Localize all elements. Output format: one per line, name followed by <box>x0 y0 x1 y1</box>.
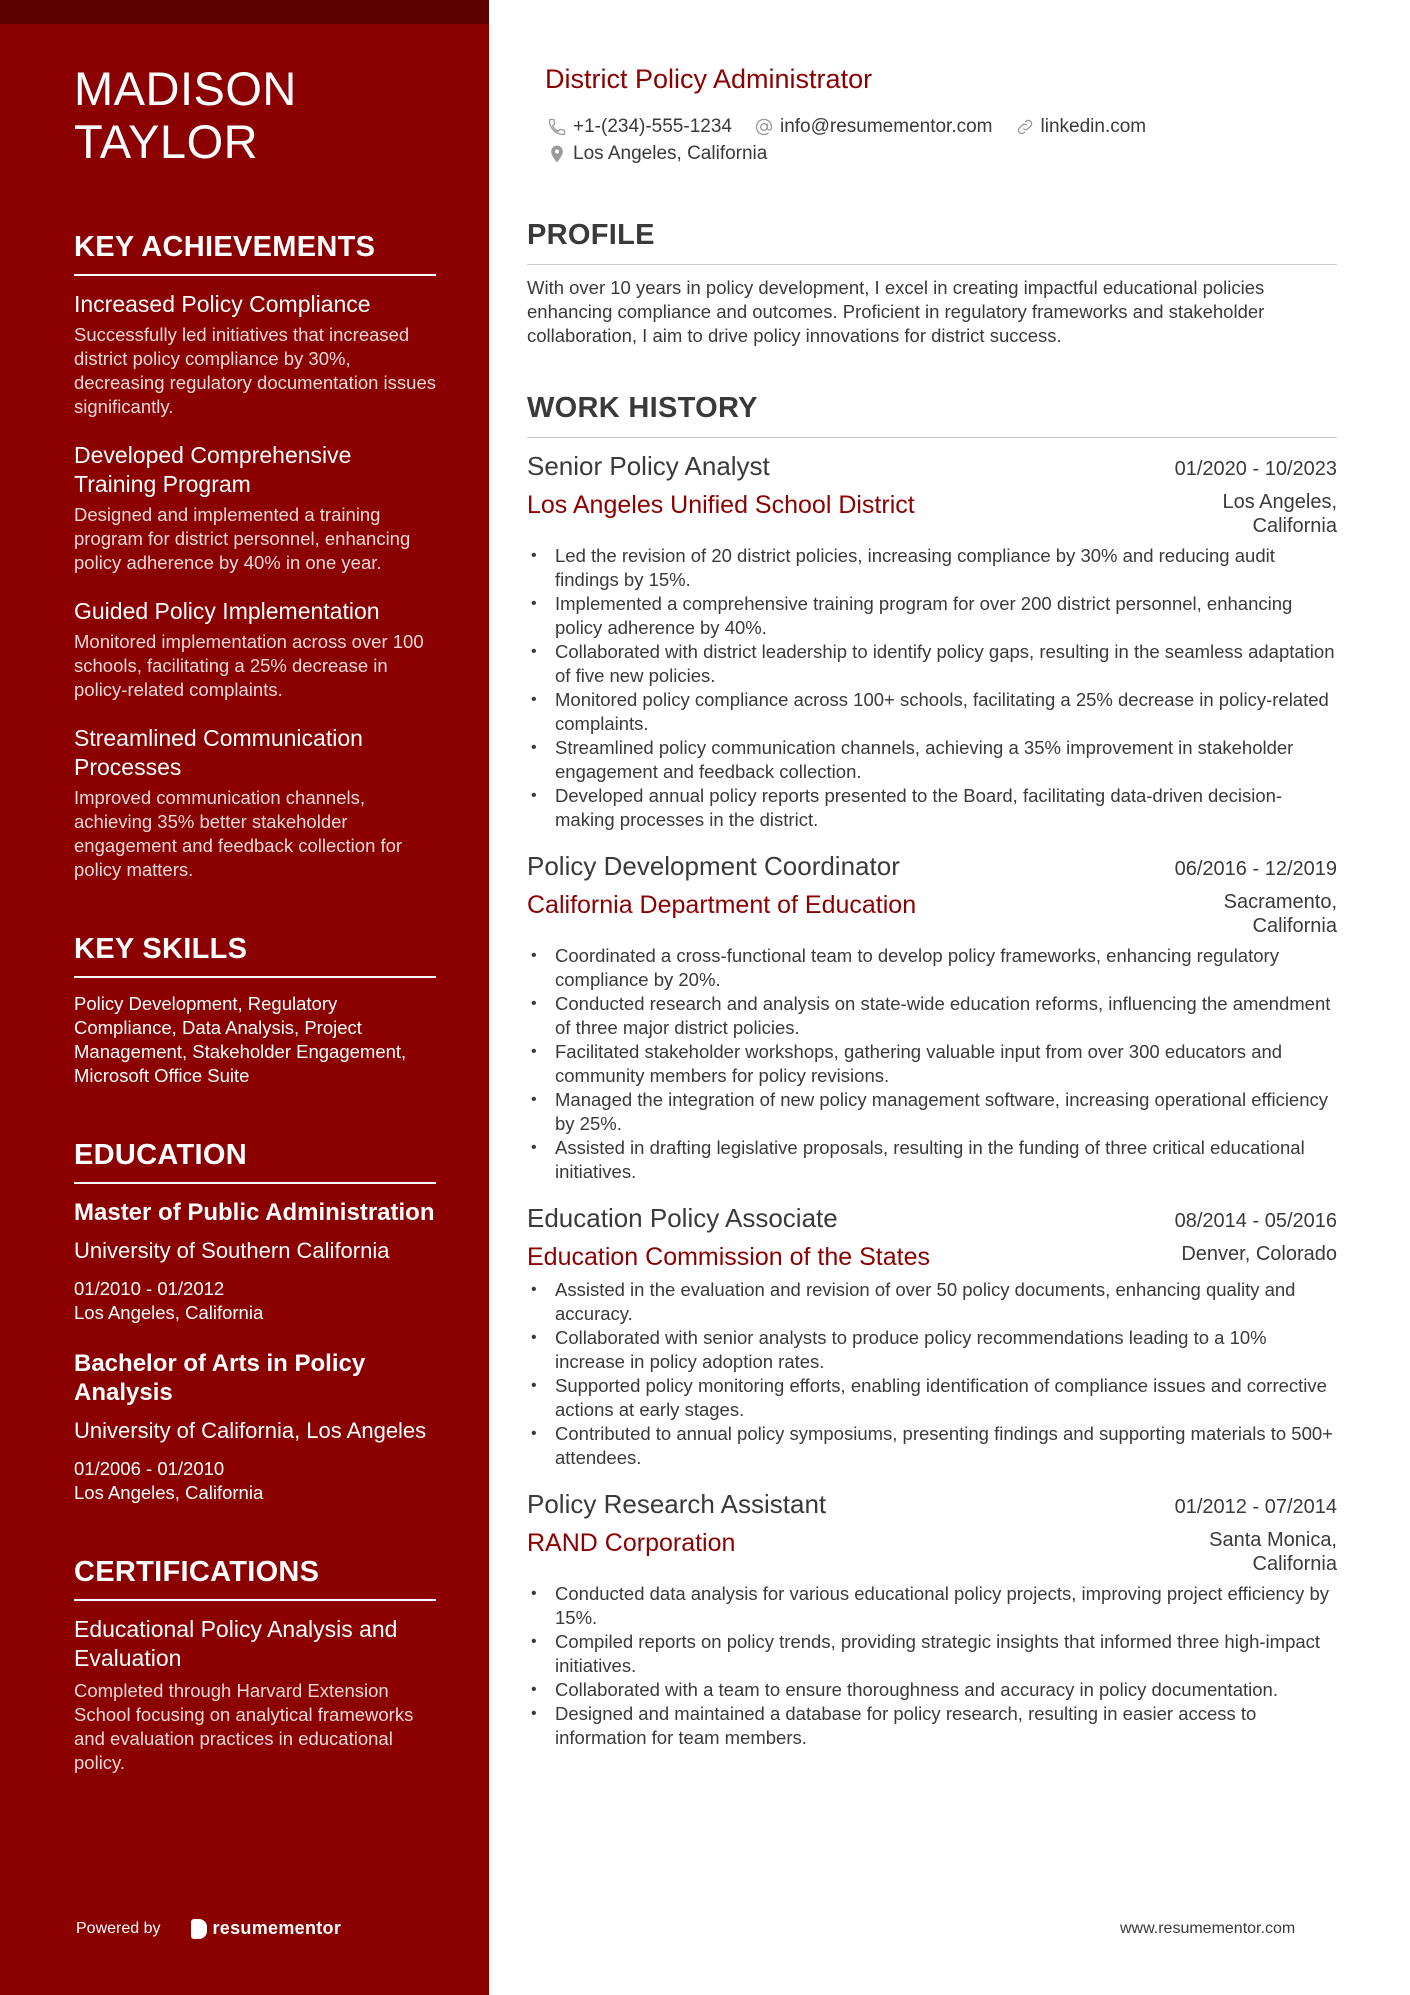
phone-text: +1-(234)-555-1234 <box>573 115 732 137</box>
list-item: • Facilitated stakeholder workshops, gathering valuable input from over 300 educators and community members for policy revisions. <box>527 1040 1337 1088</box>
job-location <box>1209 1528 1337 1576</box>
list-item: • Coordinated a cross-functional team to develop policy frameworks, enhancing regulatory compliance by 20%. <box>527 944 1337 992</box>
brand-name: resumementor <box>212 1918 342 1938</box>
link-icon <box>1015 117 1035 137</box>
location-pin-icon <box>547 144 567 164</box>
name-last: TAYLOR <box>74 115 259 168</box>
achievement-title: Guided Policy Implementation <box>74 598 380 624</box>
list-item: • Conducted research and analysis on state-wide education reforms, influencing the amendment of three major district policies. <box>527 992 1337 1040</box>
certifications-section <box>74 1555 436 1775</box>
name-first: MADISON <box>74 62 297 115</box>
email-text: info@resumementor.com <box>779 115 993 137</box>
contact-phone[interactable] <box>547 116 732 138</box>
list-item: • Conducted data analysis for various educational policy projects, improving project efficiency by 15%. <box>527 1582 1337 1630</box>
job-role: Senior Policy Analyst <box>527 451 770 481</box>
list-item: • Monitored policy compliance across 100+ schools, facilitating a 25% decrease in policy-related complaints. <box>527 688 1337 736</box>
skills-heading: KEY SKILLS <box>74 932 436 978</box>
education-item <box>74 1349 436 1505</box>
education-item <box>74 1198 436 1325</box>
school: University of California, Los Angeles <box>74 1418 427 1443</box>
job-entry <box>527 1202 1337 1470</box>
job-bullets <box>527 944 1337 1184</box>
contact-linkedin[interactable] <box>1015 116 1147 138</box>
list-item: • Designed and maintained a database for policy research, resulting in easier access to information for team members. <box>527 1702 1337 1750</box>
brand-logo-icon <box>191 1919 207 1939</box>
certification-desc: Completed through Harvard Extension School focusing on analytical frameworks and evaluation practices in educational policy. <box>74 1680 414 1773</box>
job-dates: 08/2014 - 05/2016 <box>1174 1210 1337 1232</box>
contact-email[interactable] <box>754 116 993 138</box>
list-item: • Assisted in the evaluation and revision of over 50 policy documents, enhancing quality and accuracy. <box>527 1278 1337 1326</box>
work-history-section <box>527 391 1337 1750</box>
job-location <box>1222 490 1337 538</box>
job-company: Los Angeles Unified School District <box>527 491 915 519</box>
footer-url[interactable]: www.resumementor.com <box>1120 1920 1296 1937</box>
degree: Bachelor of Arts in Policy Analysis <box>74 1350 366 1406</box>
school: University of Southern California <box>74 1238 390 1263</box>
list-item: • Collaborated with district leadership to identify policy gaps, resulting in the seamless adaptation of five new policies. <box>527 640 1337 688</box>
job-bullets <box>527 544 1337 832</box>
list-item: • Managed the integration of new policy management software, increasing operational efficiency by 25%. <box>527 1088 1337 1136</box>
education-dates: 01/2006 - 01/2010 <box>74 1458 225 1479</box>
job-bullets <box>527 1582 1337 1750</box>
job-dates: 01/2012 - 07/2014 <box>1174 1496 1337 1518</box>
achievement-item <box>74 441 436 575</box>
profile-section <box>527 218 1337 348</box>
job-bullets <box>527 1278 1337 1470</box>
list-item: • Implemented a comprehensive training program for over 200 district personnel, enhancing policy adherence by 40%. <box>527 592 1337 640</box>
job-entry <box>527 450 1337 832</box>
certification-title: Educational Policy Analysis and Evaluation <box>74 1616 398 1671</box>
list-item: • Developed annual policy reports presented to the Board, facilitating data-driven decision-making processes in the district. <box>527 784 1337 832</box>
job-entry <box>527 1488 1337 1750</box>
linkedin-text: linkedin.com <box>1040 115 1147 137</box>
education-section <box>74 1138 436 1505</box>
achievement-item <box>74 290 436 419</box>
skills-section <box>74 932 436 1088</box>
list-item: • Supported policy monitoring efforts, enabling identification of compliance issues and corrective actions at early stages. <box>527 1374 1337 1422</box>
list-item: • Streamlined policy communication channels, achieving a 35% improvement in stakeholder engagement and feedback collection. <box>527 736 1337 784</box>
job-dates: 01/2020 - 10/2023 <box>1174 458 1337 480</box>
job-location-line1: Santa Monica, <box>1209 1529 1337 1551</box>
job-title: District Policy Administrator <box>545 64 873 94</box>
job-dates: 06/2016 - 12/2019 <box>1174 858 1337 880</box>
list-item: • Led the revision of 20 district policies, increasing compliance by 30% and reducing audit findings by 15%. <box>527 544 1337 592</box>
job-location <box>1224 890 1337 938</box>
job-company: Education Commission of the States <box>527 1243 930 1271</box>
job-location-line2: California <box>1252 515 1337 537</box>
phone-icon <box>547 117 567 137</box>
job-location-line1: Sacramento, <box>1223 891 1337 913</box>
achievement-desc: Monitored implementation across over 100 schools, facilitating a 25% decrease in policy-related complaints. <box>74 631 424 700</box>
achievement-title: Streamlined Communication Processes <box>74 725 363 780</box>
profile-heading: PROFILE <box>527 218 1337 265</box>
certifications-heading: CERTIFICATIONS <box>74 1555 436 1601</box>
education-location: Los Angeles, California <box>74 1482 264 1503</box>
job-role: Education Policy Associate <box>527 1203 838 1233</box>
degree: Master of Public Administration <box>74 1199 435 1226</box>
contact-info <box>547 113 1347 167</box>
achievement-desc: Successfully led initiatives that increased district policy compliance by 30%, decreasing regulatory documentation issues significantly. <box>74 324 436 417</box>
job-role: Policy Development Coordinator <box>527 851 900 881</box>
location-text: Los Angeles, California <box>573 142 768 164</box>
powered-by <box>76 1918 341 1939</box>
achievements-heading: KEY ACHIEVEMENTS <box>74 230 436 276</box>
achievement-desc: Improved communication channels, achieving 35% better stakeholder engagement and feedback collection for policy matters. <box>74 787 403 880</box>
candidate-name <box>74 62 436 168</box>
list-item: • Compiled reports on policy trends, providing strategic insights that informed three high-impact initiatives. <box>527 1630 1337 1678</box>
work-history-heading: WORK HISTORY <box>527 391 1337 438</box>
job-location-line2: California <box>1252 1553 1337 1575</box>
contact-location <box>547 143 767 165</box>
job-company: RAND Corporation <box>527 1529 736 1557</box>
education-dates: 01/2010 - 01/2012 <box>74 1278 225 1299</box>
achievement-title: Increased Policy Compliance <box>74 291 371 317</box>
powered-by-label: Powered by <box>76 1919 161 1937</box>
education-location: Los Angeles, California <box>74 1302 264 1323</box>
job-entry <box>527 850 1337 1184</box>
achievement-item <box>74 597 436 702</box>
achievement-title: Developed Comprehensive Training Program <box>74 442 352 497</box>
list-item: • Collaborated with a team to ensure thoroughness and accuracy in policy documentation. <box>527 1678 1337 1702</box>
list-item: • Collaborated with senior analysts to produce policy recommendations leading to a 10% increase in policy adoption rates. <box>527 1326 1337 1374</box>
job-role: Policy Research Assistant <box>527 1489 827 1519</box>
profile-text: With over 10 years in policy development, I excel in creating impactful educational policies enhancing compliance and outcomes. Proficient in regulatory frameworks and stakeholder collaboration, I aim to drive policy innovations for district success. <box>527 277 1265 346</box>
job-location: Denver, Colorado <box>1181 1243 1337 1265</box>
education-heading: EDUCATION <box>74 1138 436 1184</box>
brand-logo[interactable] <box>191 1918 342 1939</box>
sidebar <box>0 0 489 1995</box>
list-item: • Assisted in drafting legislative proposals, resulting in the funding of three critical educational initiatives. <box>527 1136 1337 1184</box>
job-location-line1: Los Angeles, <box>1222 491 1337 513</box>
at-icon <box>754 117 774 137</box>
achievement-item <box>74 724 436 882</box>
achievement-desc: Designed and implemented a training program for district personnel, enhancing policy adherence by 40% in one year. <box>74 504 411 573</box>
list-item: • Contributed to annual policy symposiums, presenting findings and supporting materials to 500+ attendees. <box>527 1422 1337 1470</box>
achievements-section <box>74 230 436 882</box>
job-company: California Department of Education <box>527 891 917 919</box>
job-location-line2: California <box>1252 915 1337 937</box>
skills-list: Policy Development, Regulatory Compliance, Data Analysis, Project Management, Stakeholder Engagement, Microsoft Office Suite <box>74 993 407 1086</box>
